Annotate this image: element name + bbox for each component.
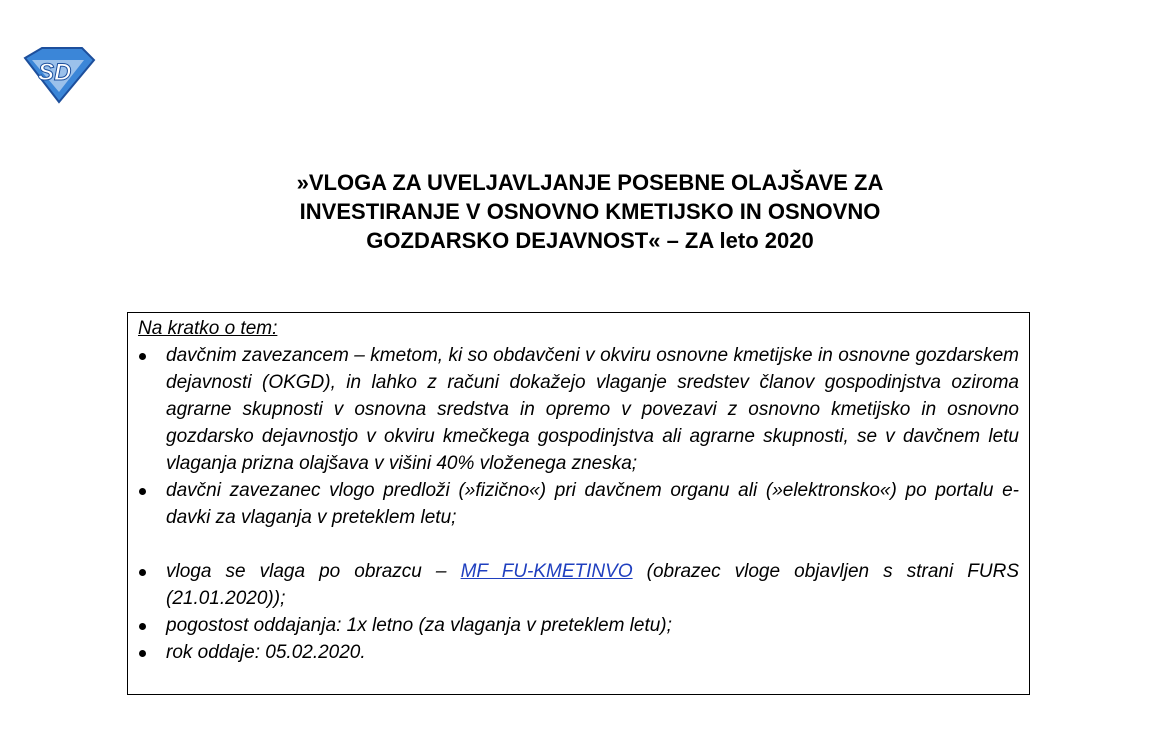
list-item (128, 342, 1029, 477)
bullet-icon (139, 569, 146, 576)
summary-box (127, 312, 1030, 695)
list-item-text: davčnim zavezancem – kmetom, ki so obdavčeni v okviru osnovne kmetijske in osnovne gozdarskem dejavnosti (OKGD), in lahko z računi dokažejo vlaganje sredstev članov gospodinjstva oziroma agrarne skupnosti v osnovna sredstva in opremo v povezavi z osnovno kmetijsko in osnovno gozdarsko dejavnostjo v okviru kmečkega gospodinjstva ali agrarne skupnosti, se v davčnem letu vlaganja prizna olajšava v višini 40% vloženega zneska; (166, 345, 1019, 474)
list-item-text: davčni zavezanec vlogo predloži (»fizično«) pri davčnem organu ali (»elektronsko«) po portalu e-davki za vlaganja v preteklem letu; (166, 480, 1019, 528)
summary-list (128, 342, 1029, 666)
document-title (160, 168, 1020, 255)
list-item (128, 477, 1029, 531)
list-item-text: rok oddaje: 05.02.2020. (166, 642, 366, 663)
svg-text:SD: SD (38, 59, 72, 86)
title-line: GOZDARSKO DEJAVNOST« – ZA leto 2020 (366, 228, 814, 253)
bullet-icon (139, 623, 146, 630)
list-item (128, 639, 1029, 666)
list-item-text: (obrazec vloge objavljen s strani FURS (21.01.2020)); (166, 561, 1019, 609)
list-item (128, 612, 1029, 639)
bullet-icon (139, 488, 146, 495)
list-item-text: pogostost oddajanja: 1x letno (za vlaganja v preteklem letu); (166, 615, 672, 636)
summary-heading: Na kratko o tem: (138, 318, 278, 339)
sd-logo (22, 46, 96, 104)
list-item-text: vloga se vlaga po obrazcu – (166, 561, 461, 582)
list-item (128, 558, 1029, 612)
title-line: INVESTIRANJE V OSNOVNO KMETIJSKO IN OSNOVNO (299, 199, 881, 224)
title-line: »VLOGA ZA UVELJAVLJANJE POSEBNE OLAJŠAVE ZA (296, 170, 884, 195)
form-link-mf-fu-kmetinvo[interactable]: MF FU-KMETINVO (460, 561, 633, 582)
bullet-icon (139, 650, 146, 657)
bullet-icon (139, 353, 146, 360)
